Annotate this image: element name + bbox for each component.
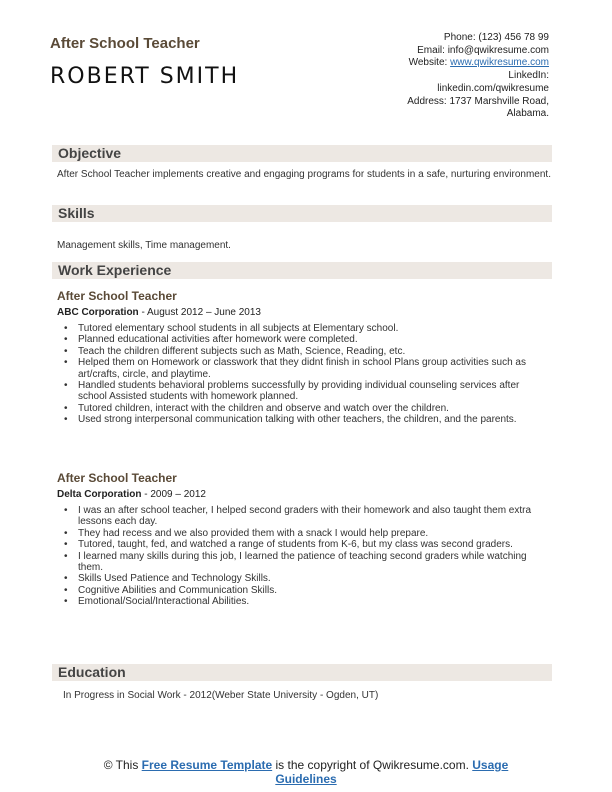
header-job-title: After School Teacher bbox=[50, 35, 200, 52]
list-item: • Tutored, taught, fed, and watched a range of students from K-6, but my class was second graders. bbox=[62, 539, 542, 550]
list-item: • They had recess and we also provided them with a snack I would help prepare. bbox=[62, 528, 542, 539]
job-bullet-list bbox=[62, 505, 542, 608]
job-title: After School Teacher bbox=[57, 289, 177, 303]
job-bullet-list bbox=[62, 323, 542, 426]
website-link[interactable]: www.qwikresume.com bbox=[450, 57, 549, 69]
job-title: After School Teacher bbox=[57, 471, 177, 485]
list-item: • Teach the children different subjects such as Math, Science, Reading, etc. bbox=[62, 346, 542, 357]
contact-address-line2: Alabama. bbox=[506, 108, 549, 120]
job-dates: - 2009 – 2012 bbox=[141, 489, 206, 500]
list-item: • Tutored elementary school students in all subjects at Elementary school. bbox=[62, 323, 542, 334]
skills-section-header bbox=[52, 205, 552, 222]
job-company-line bbox=[57, 307, 261, 318]
contact-phone: Phone: (123) 456 78 99 bbox=[443, 32, 549, 43]
resume-header bbox=[50, 30, 555, 130]
skills-text: Management skills, Time management. bbox=[57, 240, 231, 251]
objective-text: After School Teacher implements creative and engaging programs for students in a safe, nurturing environment. bbox=[57, 169, 551, 180]
job-dates: - August 2012 – June 2013 bbox=[138, 307, 261, 318]
objective-title: Objective bbox=[58, 145, 122, 161]
list-item: • Used strong interpersonal communication talking with other teachers, the children, and the parents. bbox=[62, 414, 542, 425]
list-item: • Planned educational activities after homework were completed. bbox=[62, 334, 542, 345]
list-item: • Emotional/Social/Interactional Abilities. bbox=[62, 596, 542, 607]
free-resume-template-link[interactable]: Free Resume Template bbox=[141, 758, 273, 772]
contact-email: Email: info@qwikresume.com bbox=[417, 44, 549, 56]
usage-guidelines-link[interactable]: Usage bbox=[472, 758, 509, 772]
usage-guidelines-link-continued[interactable]: Guidelines bbox=[275, 772, 337, 786]
list-item: • Handled students behavioral problems successfully by providing individual counseling services after school Assisted students with homework planned. bbox=[62, 380, 542, 403]
contact-address-line1: Address: 1737 Marshville Road, bbox=[407, 95, 549, 107]
footer-middle: is the copyright of Qwikresume.com. bbox=[272, 758, 473, 772]
website-label: Website: bbox=[408, 57, 451, 69]
copyright-footer bbox=[60, 758, 552, 786]
contact-block bbox=[407, 32, 549, 121]
work-experience-section-header bbox=[52, 262, 552, 279]
education-text: In Progress in Social Work - 2012(Weber State University - Ogden, UT) bbox=[63, 690, 379, 701]
candidate-name: ROBERT SMITH bbox=[50, 64, 240, 89]
list-item: • Tutored children, interact with the children and observe and watch over the children. bbox=[62, 403, 542, 414]
contact-website bbox=[407, 57, 549, 70]
company-name: Delta Corporation bbox=[57, 489, 142, 500]
list-item: • I learned many skills during this job, I learned the patience of teaching second graders while watching them. bbox=[62, 551, 542, 574]
list-item: • I was an after school teacher, I helped second graders with their homework and also taught them extra lessons each day. bbox=[62, 505, 542, 528]
contact-linkedin-label: LinkedIn: bbox=[508, 70, 549, 82]
footer-prefix: © This bbox=[103, 758, 142, 772]
work-experience-title: Work Experience bbox=[58, 262, 172, 278]
list-item: • Helped them on Homework or classwork that they didnt finish in school Plans group activities such as art/crafts, circle, and playtime. bbox=[62, 357, 542, 380]
objective-section-header bbox=[52, 145, 552, 162]
skills-title: Skills bbox=[58, 205, 95, 221]
education-title: Education bbox=[58, 664, 126, 680]
education-section-header bbox=[52, 664, 552, 681]
company-name: ABC Corporation bbox=[57, 307, 139, 318]
list-item: • Skills Used Patience and Technology Skills. bbox=[62, 573, 542, 584]
list-item: • Cognitive Abilities and Communication Skills. bbox=[62, 585, 542, 596]
job-company-line bbox=[57, 489, 206, 500]
contact-linkedin: linkedin.com/qwikresume bbox=[437, 82, 549, 94]
